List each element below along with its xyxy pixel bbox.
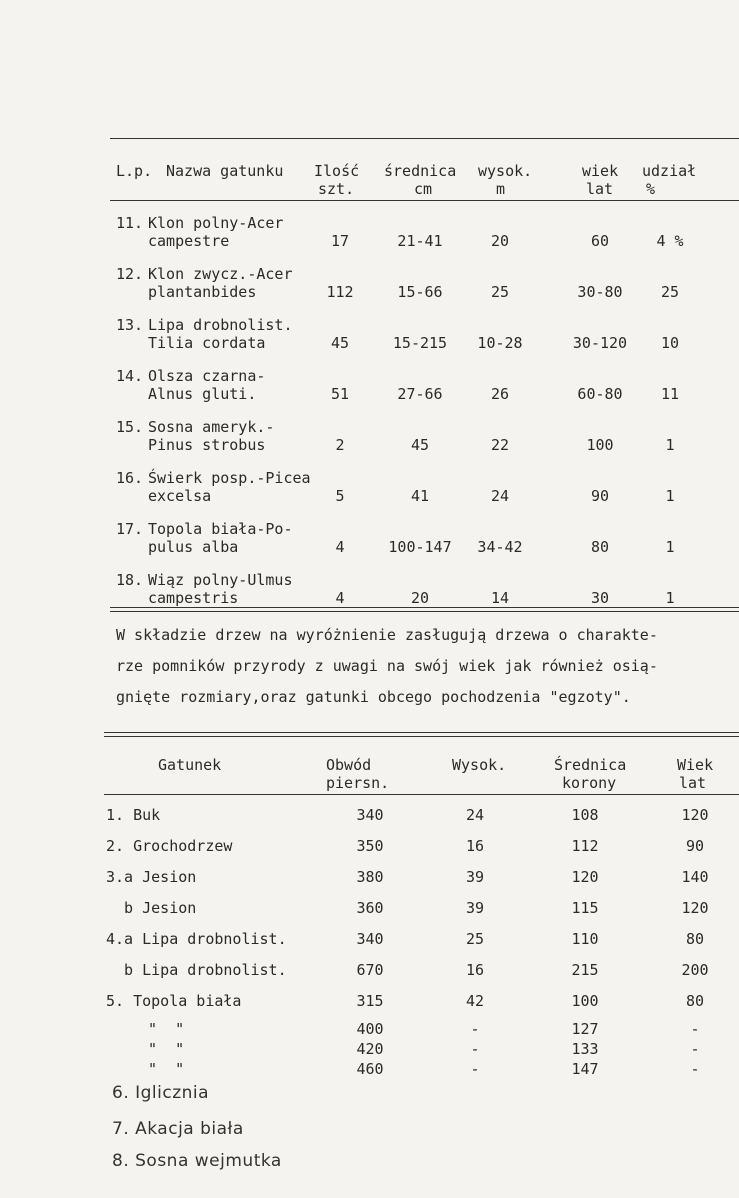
- row-name-cont: campestris: [148, 589, 239, 607]
- row-wiek: 100: [586, 436, 614, 454]
- t1-bottom-rule: [110, 607, 739, 608]
- row-wiek: 60-80: [577, 385, 623, 403]
- row-name-cont: campestre: [148, 232, 230, 250]
- row-obwod: 670: [356, 961, 384, 979]
- row-name-cont: pulus alba: [148, 538, 239, 556]
- row-name-cont: Pinus strobus: [148, 436, 266, 454]
- t2-top-rule-2: [104, 736, 739, 737]
- t1-header-ilosc: Ilość: [314, 162, 360, 180]
- paragraph-line-2: rze pomników przyrody z uwagi na swój wiek jak również osią-: [116, 657, 658, 675]
- row-udzial: 25: [660, 283, 680, 301]
- row-name-cont: excelsa: [148, 487, 212, 505]
- t1-header-srednica: średnica: [384, 162, 457, 180]
- row-obwod: 360: [356, 899, 384, 917]
- row-ilosc: 4: [335, 538, 345, 556]
- row-ilosc: 4: [335, 589, 345, 607]
- row-wysok: 25: [465, 930, 485, 948]
- row-wiek: 30: [590, 589, 610, 607]
- row-wiek: 200: [681, 961, 709, 979]
- row-wysok: 42: [465, 992, 485, 1010]
- row-name-cont: plantanbides: [148, 283, 257, 301]
- row-sred: 110: [571, 930, 599, 948]
- row-wiek: 90: [590, 487, 610, 505]
- row-gatunek: b Lipa drobnolist.: [106, 961, 287, 979]
- row-wysok: 16: [465, 837, 485, 855]
- paragraph-line-1: W składzie drzew na wyróżnienie zasługują drzewa o charakte-: [116, 626, 658, 644]
- row-wysok: 22: [490, 436, 510, 454]
- row-wysok: 10-28: [477, 334, 523, 352]
- row-srednica: 45: [410, 436, 430, 454]
- row-name: Wiąz polny-Ulmus: [148, 571, 293, 589]
- paragraph-line-3: gnięte rozmiary,oraz gatunki obcego pochodzenia "egzoty".: [116, 688, 631, 706]
- handwritten-line-2: 7. Akacja biała: [112, 1119, 244, 1139]
- row-ilosc: 45: [330, 334, 350, 352]
- row-sred: 120: [571, 868, 599, 886]
- t2-header-wiek: Wiek: [677, 756, 714, 774]
- row-wysok: -: [470, 1060, 480, 1078]
- row-wysok: 25: [490, 283, 510, 301]
- t1-bottom-rule-2: [110, 611, 739, 612]
- row-obwod: 420: [356, 1040, 384, 1058]
- row-lp: 15.: [116, 418, 144, 436]
- row-sred: 127: [571, 1020, 599, 1038]
- row-wiek: 140: [681, 868, 709, 886]
- row-gatunek: " ": [148, 1040, 185, 1058]
- row-srednica: 27-66: [397, 385, 443, 403]
- row-wysok: 20: [490, 232, 510, 250]
- row-udzial: 11: [660, 385, 680, 403]
- row-wiek: 90: [685, 837, 705, 855]
- row-name-cont: Alnus gluti.: [148, 385, 257, 403]
- row-udzial: 4 %: [656, 232, 684, 250]
- row-obwod: 380: [356, 868, 384, 886]
- row-name: Klon zwycz.-Acer: [148, 265, 293, 283]
- row-udzial: 1: [665, 436, 675, 454]
- row-srednica: 15-66: [397, 283, 443, 301]
- row-obwod: 340: [356, 930, 384, 948]
- row-srednica: 21-41: [397, 232, 443, 250]
- row-gatunek: 3.a Jesion: [106, 868, 197, 886]
- row-wiek: 80: [685, 930, 705, 948]
- row-srednica: 100-147: [388, 538, 452, 556]
- row-wysok: 24: [490, 487, 510, 505]
- row-wiek: -: [690, 1060, 700, 1078]
- row-udzial: 1: [665, 538, 675, 556]
- row-gatunek: 5. Topola biała: [106, 992, 242, 1010]
- t2-header-wysok: Wysok.: [452, 756, 507, 774]
- t2-header-obwod: Obwód: [326, 756, 372, 774]
- row-srednica: 20: [410, 589, 430, 607]
- row-lp: 17.: [116, 520, 144, 538]
- row-sred: 112: [571, 837, 599, 855]
- row-gatunek: 1. Buk: [106, 806, 161, 824]
- row-sred: 115: [571, 899, 599, 917]
- t1-header-wiek-unit: lat: [586, 180, 614, 198]
- row-srednica: 41: [410, 487, 430, 505]
- t1-header-udzial-unit: %: [646, 180, 656, 198]
- row-wiek: 60: [590, 232, 610, 250]
- t1-header-wiek: wiek: [582, 162, 619, 180]
- row-wysok: 14: [490, 589, 510, 607]
- t2-top-rule: [104, 732, 739, 733]
- row-gatunek: " ": [148, 1060, 185, 1078]
- t1-header-lp: L.p.: [116, 162, 153, 180]
- row-obwod: 350: [356, 837, 384, 855]
- row-sred: 147: [571, 1060, 599, 1078]
- t1-header-wysok: wysok.: [478, 162, 533, 180]
- row-ilosc: 5: [335, 487, 345, 505]
- t2-header-obwod-2: piersn.: [326, 774, 390, 792]
- row-name: Klon polny-Acer: [148, 214, 284, 232]
- row-wysok: 39: [465, 899, 485, 917]
- row-wiek: 80: [590, 538, 610, 556]
- handwritten-line-3: 8. Sosna wejmutka: [112, 1151, 282, 1171]
- row-wiek: 30-120: [572, 334, 628, 352]
- row-ilosc: 51: [330, 385, 350, 403]
- row-wysok: -: [470, 1020, 480, 1038]
- row-wiek: -: [690, 1020, 700, 1038]
- row-lp: 11.: [116, 214, 144, 232]
- t1-header-nazwa: Nazwa gatunku: [166, 162, 284, 180]
- row-gatunek: 2. Grochodrzew: [106, 837, 233, 855]
- t2-header-gatunek: Gatunek: [158, 756, 222, 774]
- row-gatunek: b Jesion: [106, 899, 197, 917]
- t1-header-udzial: udział: [642, 162, 697, 180]
- row-lp: 13.: [116, 316, 144, 334]
- row-obwod: 460: [356, 1060, 384, 1078]
- row-name: Olsza czarna-: [148, 367, 266, 385]
- row-wiek: 80: [685, 992, 705, 1010]
- t1-header-srednica-unit: cm: [414, 180, 433, 198]
- row-ilosc: 17: [330, 232, 350, 250]
- top-rule: [110, 138, 739, 139]
- row-obwod: 340: [356, 806, 384, 824]
- t2-header-sred: Średnica: [554, 756, 627, 774]
- row-udzial: 10: [660, 334, 680, 352]
- row-name: Lipa drobnolist.: [148, 316, 293, 334]
- row-sred: 100: [571, 992, 599, 1010]
- t2-header-rule: [104, 794, 739, 795]
- row-wiek: -: [690, 1040, 700, 1058]
- t1-header-rule: [110, 200, 739, 201]
- row-lp: 18.: [116, 571, 144, 589]
- row-name-cont: Tilia cordata: [148, 334, 266, 352]
- row-udzial: 1: [665, 589, 675, 607]
- t1-header-ilosc-unit: szt.: [318, 180, 355, 198]
- row-wiek: 30-80: [577, 283, 623, 301]
- row-obwod: 400: [356, 1020, 384, 1038]
- row-wiek: 120: [681, 899, 709, 917]
- row-wiek: 120: [681, 806, 709, 824]
- row-sred: 133: [571, 1040, 599, 1058]
- row-wysok: 26: [490, 385, 510, 403]
- row-lp: 12.: [116, 265, 144, 283]
- row-ilosc: 2: [335, 436, 345, 454]
- t1-header-wysok-unit: m: [496, 180, 506, 198]
- row-name: Świerk posp.-Picea: [148, 469, 311, 487]
- row-wysok: 34-42: [477, 538, 523, 556]
- row-udzial: 1: [665, 487, 675, 505]
- row-wysok: 16: [465, 961, 485, 979]
- row-sred: 215: [571, 961, 599, 979]
- row-lp: 14.: [116, 367, 144, 385]
- row-name: Sosna ameryk.-: [148, 418, 275, 436]
- row-gatunek: " ": [148, 1020, 185, 1038]
- row-lp: 16.: [116, 469, 144, 487]
- row-wysok: -: [470, 1040, 480, 1058]
- t2-header-sred-2: korony: [562, 774, 617, 792]
- row-wysok: 39: [465, 868, 485, 886]
- t2-header-wiek-2: lat: [679, 774, 707, 792]
- row-ilosc: 112: [326, 283, 354, 301]
- row-srednica: 15-215: [392, 334, 448, 352]
- row-name: Topola biała-Po-: [148, 520, 293, 538]
- row-wysok: 24: [465, 806, 485, 824]
- row-gatunek: 4.a Lipa drobnolist.: [106, 930, 287, 948]
- row-obwod: 315: [356, 992, 384, 1010]
- row-sred: 108: [571, 806, 599, 824]
- handwritten-line-1: 6. Iglicznia: [112, 1083, 210, 1103]
